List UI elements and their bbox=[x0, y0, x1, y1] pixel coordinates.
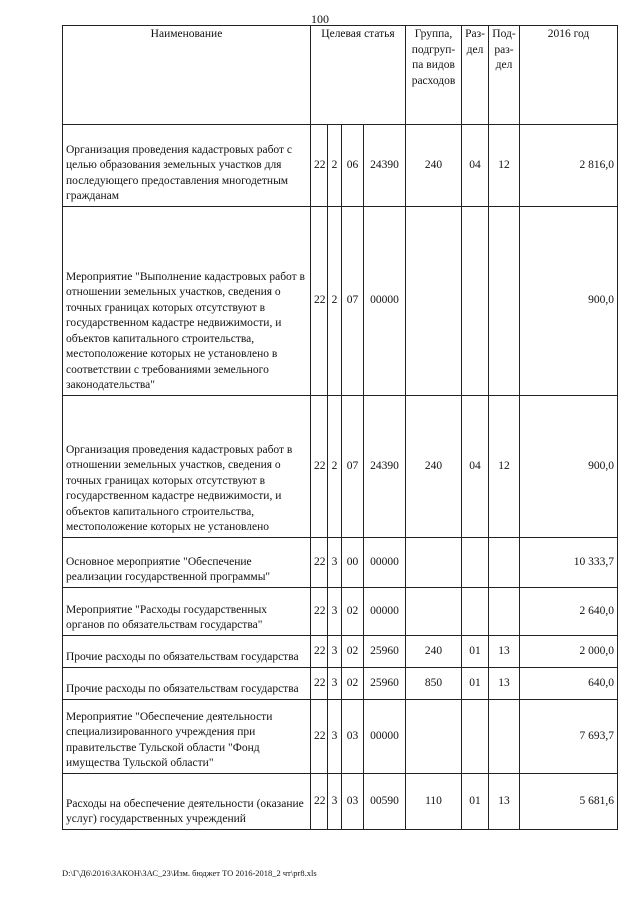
subsection bbox=[489, 700, 520, 774]
row-name: Организация проведения кадастровых работ с целью образования земельных участков для последующего предоставления многодетным гражданам bbox=[63, 125, 311, 207]
subsection: 13 bbox=[489, 668, 520, 700]
amount-2016: 2 000,0 bbox=[520, 636, 618, 668]
target-code-subprogram: 3 bbox=[328, 588, 342, 636]
expense-group: 110 bbox=[406, 774, 462, 830]
target-code-program: 22 bbox=[311, 636, 328, 668]
header-target-article: Целевая статья bbox=[311, 26, 406, 125]
row-name: Мероприятие "Выполнение кадастровых работ в отношении земельных участков, сведения о точных границах которых отсутствуют в государственном кадастре недвижимости, и объектов капитального строительства, местоположение которых не установлено в соответствии с требованиями земельного законодательства" bbox=[63, 207, 311, 396]
amount-2016: 640,0 bbox=[520, 668, 618, 700]
subsection: 13 bbox=[489, 636, 520, 668]
target-code-subprogram: 3 bbox=[328, 636, 342, 668]
target-code-event: 06 bbox=[342, 125, 364, 207]
amount-2016: 2 640,0 bbox=[520, 588, 618, 636]
row-name: Прочие расходы по обязательствам государства bbox=[63, 636, 311, 668]
table-row bbox=[63, 538, 618, 588]
target-code-program: 22 bbox=[311, 538, 328, 588]
section bbox=[462, 538, 489, 588]
table-row bbox=[63, 588, 618, 636]
target-code-subprogram: 2 bbox=[328, 125, 342, 207]
section: 01 bbox=[462, 668, 489, 700]
subsection: 13 bbox=[489, 774, 520, 830]
expense-group: 850 bbox=[406, 668, 462, 700]
target-code-subprogram: 3 bbox=[328, 700, 342, 774]
subsection bbox=[489, 588, 520, 636]
target-code-event: 07 bbox=[342, 396, 364, 538]
table-row bbox=[63, 207, 618, 396]
expense-group: 240 bbox=[406, 125, 462, 207]
amount-2016: 7 693,7 bbox=[520, 700, 618, 774]
row-name: Организация проведения кадастровых работ в отношении земельных участков, сведения о точных границах которых отсутствуют в государственном кадастре недвижимости, и объектов капитального строительства, местоположение которых не установлено bbox=[63, 396, 311, 538]
expense-group bbox=[406, 538, 462, 588]
target-code-program: 22 bbox=[311, 700, 328, 774]
expense-group bbox=[406, 588, 462, 636]
target-code-event: 02 bbox=[342, 636, 364, 668]
row-name: Прочие расходы по обязательствам государства bbox=[63, 668, 311, 700]
header-section: Раз-дел bbox=[462, 26, 489, 125]
section: 04 bbox=[462, 396, 489, 538]
target-code-program: 22 bbox=[311, 396, 328, 538]
subsection: 12 bbox=[489, 125, 520, 207]
header-expense-group: Группа, подгруп-па видов расходов bbox=[406, 26, 462, 125]
target-code-program: 22 bbox=[311, 207, 328, 396]
target-code-program: 22 bbox=[311, 125, 328, 207]
expense-group bbox=[406, 207, 462, 396]
subsection bbox=[489, 207, 520, 396]
budget-table bbox=[62, 25, 618, 830]
amount-2016: 900,0 bbox=[520, 207, 618, 396]
row-name: Мероприятие "Расходы государственных органов по обязательствам государства" bbox=[63, 588, 311, 636]
row-name: Основное мероприятие "Обеспечение реализации государственной программы" bbox=[63, 538, 311, 588]
target-code-subprogram: 2 bbox=[328, 207, 342, 396]
subsection: 12 bbox=[489, 396, 520, 538]
header-subsection: Под-раз-дел bbox=[489, 26, 520, 125]
table-row bbox=[63, 700, 618, 774]
page-number: 100 bbox=[311, 12, 329, 26]
table-row bbox=[63, 668, 618, 700]
amount-2016: 900,0 bbox=[520, 396, 618, 538]
amount-2016: 5 681,6 bbox=[520, 774, 618, 830]
target-code-direction: 24390 bbox=[364, 396, 406, 538]
row-name: Мероприятие "Обеспечение деятельности специализированного учреждения при правительстве Тульской области "Фонд имущества Тульской области" bbox=[63, 700, 311, 774]
table-header-row bbox=[63, 26, 618, 125]
target-code-direction: 00000 bbox=[364, 207, 406, 396]
target-code-event: 00 bbox=[342, 538, 364, 588]
expense-group: 240 bbox=[406, 396, 462, 538]
section: 04 bbox=[462, 125, 489, 207]
target-code-event: 02 bbox=[342, 588, 364, 636]
section bbox=[462, 700, 489, 774]
table-row bbox=[63, 125, 618, 207]
row-name: Расходы на обеспечение деятельности (оказание услуг) государственных учреждений bbox=[63, 774, 311, 830]
target-code-direction: 00000 bbox=[364, 700, 406, 774]
section: 01 bbox=[462, 774, 489, 830]
target-code-direction: 25960 bbox=[364, 636, 406, 668]
table-row bbox=[63, 774, 618, 830]
target-code-direction: 00000 bbox=[364, 538, 406, 588]
header-name: Наименование bbox=[63, 26, 311, 125]
target-code-program: 22 bbox=[311, 588, 328, 636]
header-year: 2016 год bbox=[520, 26, 618, 125]
table-row bbox=[63, 396, 618, 538]
target-code-event: 03 bbox=[342, 774, 364, 830]
expense-group bbox=[406, 700, 462, 774]
target-code-subprogram: 3 bbox=[328, 538, 342, 588]
target-code-subprogram: 3 bbox=[328, 668, 342, 700]
target-code-direction: 00000 bbox=[364, 588, 406, 636]
section bbox=[462, 588, 489, 636]
section bbox=[462, 207, 489, 396]
target-code-event: 07 bbox=[342, 207, 364, 396]
target-code-event: 03 bbox=[342, 700, 364, 774]
target-code-subprogram: 3 bbox=[328, 774, 342, 830]
target-code-event: 02 bbox=[342, 668, 364, 700]
subsection bbox=[489, 538, 520, 588]
target-code-direction: 00590 bbox=[364, 774, 406, 830]
target-code-program: 22 bbox=[311, 668, 328, 700]
expense-group: 240 bbox=[406, 636, 462, 668]
footer-file-path: D:\Г\Д6\2016\ЗАКОН\ЗАС_23\Изм. бюджет ТО 2016-2018_2 чт\pr8.xls bbox=[62, 868, 317, 878]
amount-2016: 10 333,7 bbox=[520, 538, 618, 588]
table-row bbox=[63, 636, 618, 668]
section: 01 bbox=[462, 636, 489, 668]
target-code-direction: 24390 bbox=[364, 125, 406, 207]
target-code-direction: 25960 bbox=[364, 668, 406, 700]
target-code-program: 22 bbox=[311, 774, 328, 830]
amount-2016: 2 816,0 bbox=[520, 125, 618, 207]
target-code-subprogram: 2 bbox=[328, 396, 342, 538]
